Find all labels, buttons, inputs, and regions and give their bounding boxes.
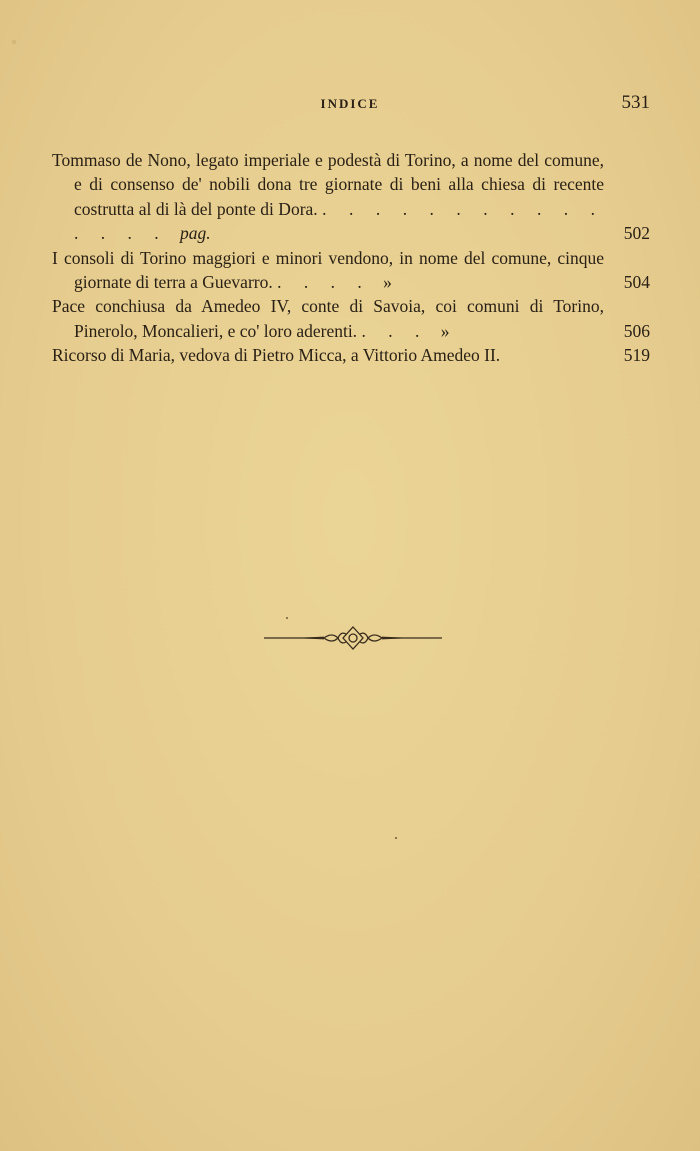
toc-entry-leader: . . . bbox=[361, 320, 429, 341]
toc-entry-page: 502 bbox=[623, 223, 650, 244]
toc-entry bbox=[52, 246, 650, 295]
toc-entry-leader: . . . . bbox=[277, 272, 371, 293]
paper-speck bbox=[395, 837, 397, 839]
toc-entry-page: 504 bbox=[623, 272, 650, 293]
toc-entry bbox=[52, 294, 650, 343]
toc-entry-marker: » bbox=[383, 272, 392, 293]
toc-entry-page: 519 bbox=[623, 345, 650, 366]
paper-speck bbox=[12, 40, 16, 44]
toc-entry-title: Ricorso di Maria, vedova di Pietro Micca, a Vittorio Amedeo II. bbox=[52, 345, 501, 366]
fleuron-rule-icon bbox=[262, 622, 444, 654]
toc-entry-title: Pace conchiusa da Amedeo IV, conte di Savoia, coi comuni di Torino, Pinerolo, Moncalieri, e co' loro aderenti. bbox=[52, 296, 604, 341]
toc-entry-page: 506 bbox=[623, 320, 650, 341]
running-head-title: INDICE bbox=[320, 96, 380, 111]
toc-entry bbox=[52, 343, 650, 367]
toc-entry-title: Tommaso de Nono, legato imperiale e podestà di Torino, a nome del comune, e di consenso de' nobili dona tre giornate di beni alla chiesa di recente costrutta al di là del ponte di Dora. bbox=[52, 150, 604, 219]
toc-entry-leader: . . . . . . . . . . . . . . . bbox=[74, 198, 605, 244]
toc-entry bbox=[52, 148, 650, 246]
toc-entry-title: I consoli di Torino maggiori e minori vendono, in nome del comune, cinque giornate di terra a Guevarro. bbox=[52, 247, 604, 293]
toc-entry-marker: » bbox=[440, 320, 450, 341]
toc-entry-marker: pag. bbox=[180, 223, 211, 244]
page-number: 531 bbox=[621, 92, 650, 113]
paper-speck bbox=[286, 617, 288, 619]
running-head bbox=[0, 92, 700, 116]
table-of-contents bbox=[52, 148, 650, 368]
